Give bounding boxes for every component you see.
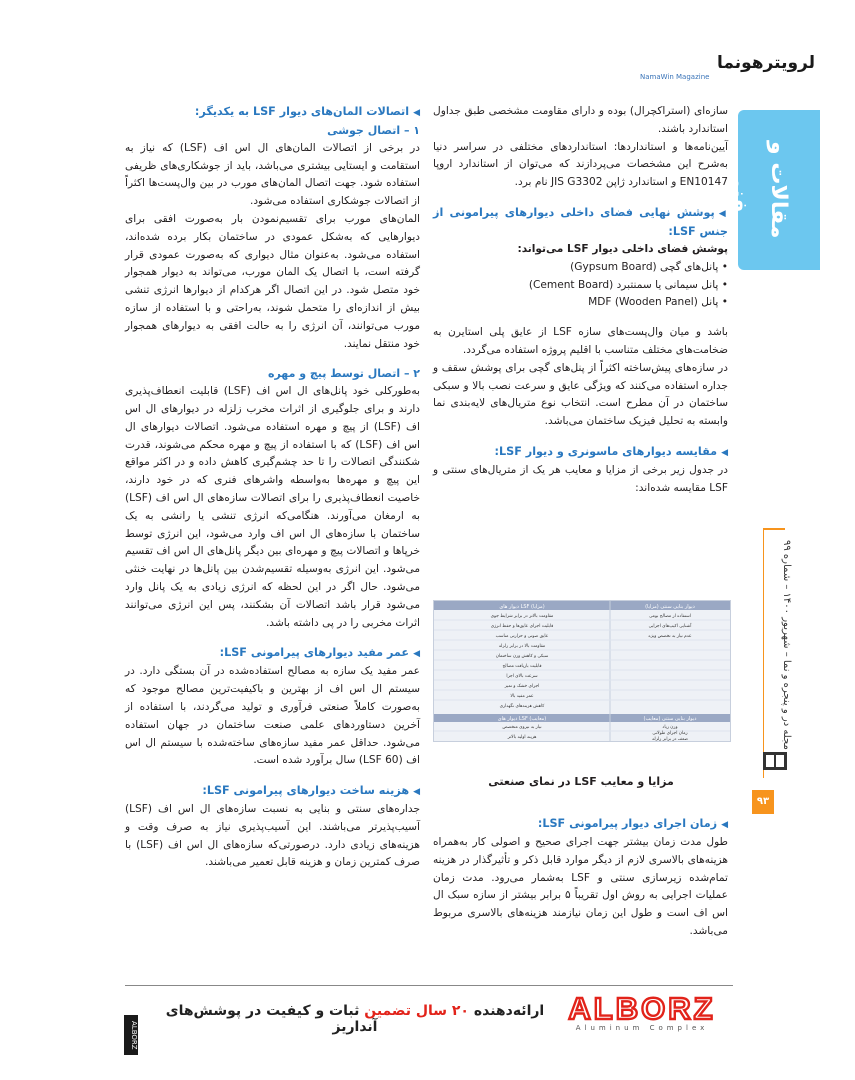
paragraph: سازه‌ای (استراکچرال) بوده و دارای مقاومت مشخصی طبق جداول استاندارد باشند. (433, 105, 728, 135)
paragraph: در برخی از اتصالات المان‌های ال اس اف (LSF) که نیاز به استقامت و ایستایی بیشتری می‌باشد، باید از جوشکاری‌های ظریفی استفاده شود. جهت اتصال المان‌های مورب در بین وال‌پست‌ها اکثراً از اتصالات جوشکاری استفاده می‌شود. (125, 141, 420, 208)
table-cell: استفاده از مصالح بومی (649, 614, 691, 619)
table-cell: ضعف در برابر زلزله (652, 737, 688, 741)
table-cell: مقاومت بالاتر در برابر شرایط جوی (490, 614, 554, 619)
bullet-item: • پانل MDF (Wooden Panel) (588, 296, 728, 309)
triangle-bullet-icon: ◀ (718, 208, 728, 219)
section-heading: ◀پوشش نهایی فضای داخلی دیوارهای پیرامونی از جنس LSF: (433, 205, 728, 238)
window-icon (760, 750, 790, 772)
ad-highlight: ۲۰ سال تضمین (364, 1003, 469, 1019)
table-cell: هزینه اولیه بالاتر (507, 735, 537, 740)
table-header-right-2: دیوار بنایی سنتی (معایب) (643, 716, 697, 722)
subheading: ۲ – اتصال توسط پیچ و مهره (267, 367, 420, 381)
triangle-bullet-icon: ◀ (413, 787, 420, 798)
table-cell: زمان اجرای طولانی (652, 731, 688, 736)
paragraph: باشد و میان وال‌پست‌های سازه LSF از عایق پلی استایرن به ضخامت‌های مختلف متناسب با اقلیم پروژه استفاده می‌گردد. (433, 326, 728, 356)
ad-suffix: ثبات و کیفیت در پوشش‌های آنداریز (165, 1003, 378, 1035)
table-cell: عایق صوتی و حرارتی مناسب (495, 634, 549, 639)
footer-divider (125, 985, 733, 986)
section-heading: ◀عمر مفید دیوارهای پیرامونی LSF: (219, 646, 420, 660)
table-caption: مزایا و معایب LSF در نمای صنعتی (488, 775, 674, 788)
strip-rule (763, 528, 764, 778)
bullet-item: • پانل‌های گچی (Gypsum Board) (570, 260, 728, 273)
table-cell: عمر مفید بالا (510, 694, 534, 699)
right-column-lower (433, 815, 728, 941)
table-cell: آشنایی اکیپ‌های اجرایی (648, 624, 692, 629)
page-number: ۹۳ (752, 790, 774, 814)
paragraph: طول مدت زمان بیشتر جهت اجرای صحیح و اصولی کار به‌همراه هزینه‌های بالاسری لازم از دیگر موارد قابل ذکر و تأثیرگذار در هزینه تمام‌شده زیرسازی سنتی و LSF به‌شمار می‌رود. مدت زمان عملیات اجرایی به روش اول تقریباً ۵ برابر بیشتر از سازه سبک ال اس اف است و طول این زمان نیازمند هزینه‌های بالاسری مربوط می‌باشد. (433, 836, 728, 937)
right-column (433, 103, 728, 498)
magazine-issue-info: مجله در و پنجره و نما – شهریور ۱۴۰۰ – شماره ۹۹ (781, 540, 792, 750)
magazine-logo (640, 55, 815, 80)
triangle-bullet-icon: ◀ (413, 649, 420, 660)
table-header-left: دیوار های LSF (مزایا) (499, 604, 545, 610)
logo-text: لرویترهونما (716, 53, 815, 73)
table-header-right: دیوار بنایی سنتی (مزایا) (645, 604, 695, 610)
section-tab-label: مقالات و فنی (726, 141, 791, 239)
side-brand-label: ALBORZ (124, 1015, 138, 1055)
alborz-wordmark (553, 993, 731, 1023)
triangle-bullet-icon: ◀ (413, 108, 420, 118)
strip-top-rule (763, 528, 785, 530)
triangle-bullet-icon: ◀ (721, 820, 728, 830)
table-cell: وزن زیاد (662, 725, 678, 730)
paragraph: به‌طورکلی خود پانل‌های ال اس اف (LSF) قابلیت انعطاف‌پذیری دارند و برای جلوگیری از اثرات مخرب زلزله در دیوارهای ال اس اف (LSF) از پیچ و مهره استفاده می‌شود. اتصالات دیوارهای ال اس اف (LSF) که با استفاده از پیچ و مهره محکم می‌شوند، قدرت شکنندگی اتصالات را تا حد چشم‌گیری کاهش داده و در اکثر مواقع این پیچ و مهره‌ها به‌واسطه واشرهای فنری که در خود دارند، خاصیت انعطاف‌پذیری را برای اتصالات سازه‌های ال اس اف (LSF) به ارمغان می‌آورند. هنگامی‌که انرژی تنشی یا رانشی به یک ساختمان با سازه‌های ال اس اف وارد می‌شود، این انرژی توسط خرپاها و اتصالات پیچ و مهره‌ای بین دیگر پانل‌های ال اس اف تقسیم می‌شود. این انرژی به‌وسیله تقسیم‌شدن بین پانل‌ها در نهایت خنثی می‌شود. حال اگر در این لحظه که انرژی زیادی به یک پانل وارد می‌شود قرار باشد اتصالات آن بشکنند، پس این انرژی می‌توانند اثرات مخربی را در پی داشته باشد. (125, 385, 420, 629)
table-header-left-2: دیوار های LSF (معایب) (497, 716, 547, 722)
paragraph: در سازه‌های پیش‌ساخته اکثراً از پنل‌های گچی برای پوشش سقف و جداره استفاده می‌کنند که ویژگی عایق و سرعت نصب بالا و سبکی ساختمان در آن مطرح است. انتخاب نوع متریال‌های لایه‌بندی نما وابسته به تحلیل فیزیک ساختمان می‌باشد. (433, 361, 728, 428)
table-cell: سرعت بالای اجرا (506, 674, 538, 679)
ad-prefix: ارائه‌دهنده (473, 1003, 545, 1019)
paragraph-lead: پوشش فضای داخلی دیوار LSF می‌تواند: (517, 242, 728, 255)
section-heading: ◀اتصالات المان‌های دیوار LSF به یکدیگر: (194, 105, 420, 118)
table-cell: سبکی و کاهش وزن ساختمان (495, 654, 549, 659)
paragraph: آیین‌نامه‌ها و استانداردها: استانداردهای مختلفی در سراسر دنیا به‌شرح این مشخصات می‌پردازند که می‌توان از استاندارد اروپا EN10147 و استاندارد ژاپن JIS G3302 نام برد. (433, 140, 728, 189)
table-cell: نیاز به نیروی متخصص (502, 725, 542, 730)
paragraph: عمر مفید یک سازه به مصالح استفاده‌شده در آن بستگی دارد. در سیستم ال اس اف از بهترین و باکیفیت‌ترین مصالح موجود که به‌صورت کاملاً صنعتی فرآوری و تولید می‌گردند، با استفاده از آخرین دستاوردهای علمی صنعت ساختمان در جهان استفاده می‌شود. حداقل عمر مفید سازه‌های ساخته‌شده با سیستم ال اس اف (LSF 60) سال برآورد شده است. (125, 665, 420, 767)
logo-subtext: NamaWin Magazine (640, 73, 710, 81)
section-heading: ◀زمان اجرای دیوار پیرامونی LSF: (537, 817, 728, 830)
paragraph: در جدول زیر برخی از مزایا و معایب هر یک از متریال‌های سنتی و LSF مقایسه شده‌اند: (433, 463, 728, 494)
comparison-table (433, 600, 731, 742)
table-cell: اجرای خشک و تمیز (504, 684, 540, 689)
brand-subtitle: Aluminum Complex (575, 1024, 709, 1032)
brand-word: ALBORZ (568, 993, 716, 1023)
table-cell: کاهش هزینه‌های نگهداری (499, 704, 545, 709)
triangle-bullet-icon: ◀ (721, 447, 728, 458)
table-cell: مقاومت بالا در برابر زلزله (498, 644, 546, 649)
left-column (125, 103, 420, 872)
section-heading: ◀هزینه ساخت دیوارهای پیرامونی LSF: (202, 784, 420, 798)
table-cell: قابلیت اجرای عایق‌ها و حفظ انرژی (490, 624, 554, 629)
subheading: ۱ – اتصال جوشی (327, 124, 420, 137)
advertisement-slogan (160, 1003, 550, 1035)
paragraph: جداره‌های سنتی و بنایی به نسبت سازه‌های ال اس اف (LSF) آسیب‌پذیرتر می‌باشند. این آسیب‌پذیری نیاز به صرف وقت و هزینه‌های زیادی دارد. درصورتی‌که سازه‌های ال اس اف (LSF) با صرف کمترین زمان و هزینه قابل تعمیر می‌باشند. (125, 803, 420, 869)
bullet-item: • پانل سیمانی یا سمنتبرد (Cement Board) (528, 278, 728, 291)
paragraph: المان‌های مورب برای تقسیم‌نمودن بار به‌صورت افقی برای دیوارهایی که به‌شکل عمودی در ساختمان بکار برده شده‌اند، استفاده می‌شود. به‌عنوان مثال دیواری که به‌صورت عمودی قرار گرفته است، با اتصال یک المان مورب، می‌تواند به دیوار همجوار خود متصل شود. در این اتصال اگر هرکدام از دیوارها انرژی تنشی بیش از اندازه‌ای را متحمل شوند، به‌راحتی و با استفاده از سازه مورب می‌توانند، آن انرژی را به حالت افقی به دیوارهای همجوار خود منتقل نمایند. (125, 212, 420, 350)
section-tab (726, 110, 820, 270)
alborz-logo (553, 993, 731, 1033)
table-cell: عدم نیاز به تخصص ویژه (648, 634, 692, 639)
section-heading: ◀مقایسه دیوارهای ماسونری و دیوار LSF: (494, 444, 728, 458)
comparison-table-graphic (434, 601, 730, 741)
table-cell: قابلیت بازیافت مصالح (502, 664, 542, 669)
